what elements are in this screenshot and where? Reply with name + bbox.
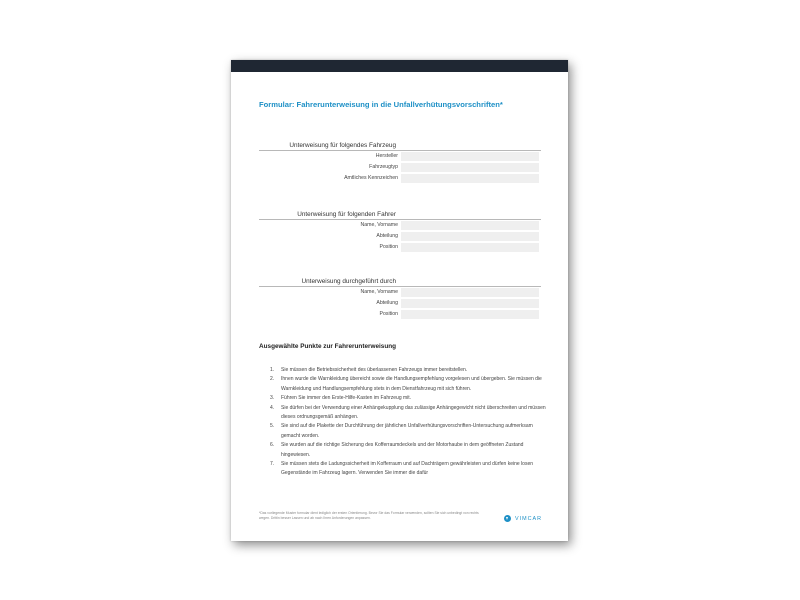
list-item: 5. Sie sind auf die Plakette der Durchführung der jährlichen Unfallverhütungsvorschriften-Untersuchung aufmerksam gemacht worden. <box>270 423 533 439</box>
section-instructor <box>259 275 541 320</box>
section-heading: Unterweisung für folgenden Fahrer <box>259 208 541 220</box>
section-heading: Unterweisung durchgeführt durch <box>259 275 541 287</box>
field-label: Amtliches Kennzeichen <box>344 175 398 181</box>
points-heading: Ausgewählte Punkte zur Fahrerunterweisung <box>259 343 397 350</box>
field-label: Position <box>379 244 398 250</box>
field-label: Hersteller <box>375 153 398 159</box>
points-list <box>259 366 549 479</box>
list-item: 4. Sie dürfen bei der Verwendung einer Anhängekupplung das zulässige Anhängegewicht nicht überschreiten und müssen dieses ordnungsgemäß anhängen. <box>270 404 546 421</box>
list-item: 6. Sie wurden auf die richtige Sicherung des Kofferraumdeckels und der Motorhaube in dem geöffneten Zustand hingewiesen. <box>270 442 524 458</box>
form-row <box>259 173 541 184</box>
section-vehicle <box>259 139 541 184</box>
vimcar-logo <box>504 515 542 522</box>
driver-name-field[interactable] <box>401 221 539 230</box>
license-plate-field[interactable] <box>401 174 539 183</box>
driver-position-field[interactable] <box>401 243 539 252</box>
instructor-position-field[interactable] <box>401 310 539 319</box>
section-heading: Unterweisung für folgendes Fahrzeug <box>259 139 541 151</box>
instructor-name-field[interactable] <box>401 288 539 297</box>
logo-text: VIMCAR <box>515 515 542 522</box>
field-label: Position <box>379 311 398 317</box>
list-item: 3. Führen Sie immer den Erste-Hilfe-Kasten im Fahrzeug mit. <box>270 395 412 402</box>
form-row <box>259 309 541 320</box>
form-row <box>259 298 541 309</box>
vimcar-logo-icon <box>504 515 511 522</box>
form-row <box>259 220 541 231</box>
driver-department-field[interactable] <box>401 232 539 241</box>
form-row <box>259 162 541 173</box>
section-driver <box>259 208 541 253</box>
field-label: Abteilung <box>376 233 398 239</box>
form-row <box>259 231 541 242</box>
list-item: 1. Sie müssen die Betriebssicherheit des überlassenen Fahrzeugs immer bereitstellen. <box>270 367 468 373</box>
page-header-bar <box>231 60 568 72</box>
list-item: 2. Ihnen wurde die Warnkleidung übereicht sowie die Handlungsempfehlung vorgelesen und übergeben. Sie müssen die Warnkleidung und Handlungsempfehlung stets in dem Dienstfahrzeug mit sich führen. <box>270 376 542 392</box>
field-label: Abteilung <box>376 300 398 306</box>
instructor-department-field[interactable] <box>401 299 539 308</box>
manufacturer-field[interactable] <box>401 152 539 161</box>
list-item: 7. Sie müssen stets die Ladungssicherheit im Kofferraum und auf Dachträgern gewährleisten und dürfen keine losen Gegenstände im Fahrzeug lagern. Verwenden Sie immer die dafür <box>270 461 533 477</box>
form-row <box>259 242 541 253</box>
page-title: Formular: Fahrerunterweisung in die Unfallverhütungsvorschriften* <box>259 100 503 109</box>
form-row <box>259 151 541 162</box>
vehicle-type-field[interactable] <box>401 163 539 172</box>
field-label: Name, Vorname <box>360 289 398 295</box>
footnote: *Das vorliegende Muster formular dient lediglich der ersten Orientierung. Bevor Sie das Formular verwenden, sollten Sie sich unbedingt von rechts wegen. Drittin besser Lassen und ab nach Ihren Anforderungen anpassen. <box>259 511 479 520</box>
field-label: Fahrzeugtyp <box>369 164 398 170</box>
form-row <box>259 287 541 298</box>
field-label: Name, Vorname <box>360 222 398 228</box>
